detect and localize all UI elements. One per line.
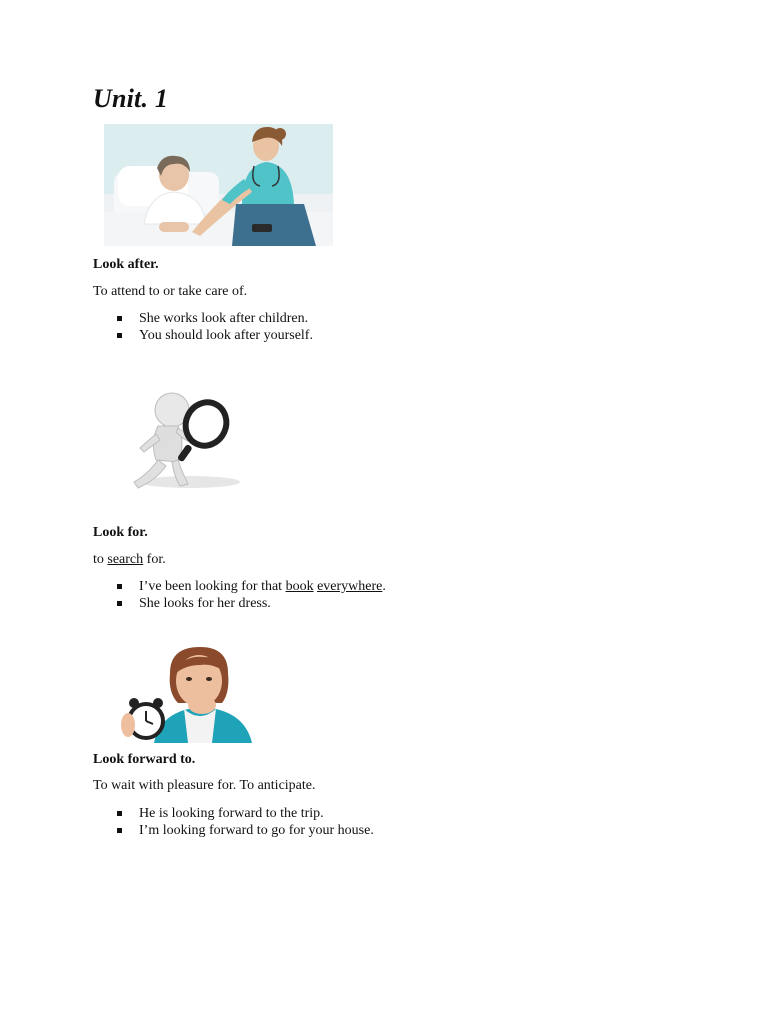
definition-look-after: To attend to or take care of. <box>93 284 248 299</box>
woman-clock-image <box>104 645 282 743</box>
magnifier-figure-image <box>120 382 245 517</box>
everywhere-link[interactable]: everywhere <box>317 579 383 594</box>
bullet-icon <box>117 828 122 833</box>
list-item: I’ve been looking for that book everywhere. <box>93 578 386 595</box>
examples-look-after <box>93 310 313 344</box>
examples-look-for <box>93 578 386 612</box>
bullet-icon <box>117 333 122 338</box>
nurse-patient-image <box>104 124 333 246</box>
unit-title: Unit. 1 <box>93 84 169 113</box>
bullet-icon <box>117 316 122 321</box>
list-item: You should look after yourself. <box>93 327 313 344</box>
term-look-forward-to: Look forward to. <box>93 752 196 767</box>
list-item: I’m looking forward to go for your house. <box>93 822 374 839</box>
bullet-icon <box>117 811 122 816</box>
examples-look-forward-to <box>93 805 374 839</box>
definition-look-for: to search for. <box>93 552 166 567</box>
bullet-icon <box>117 601 122 606</box>
list-item: He is looking forward to the trip. <box>93 805 374 822</box>
term-look-for: Look for. <box>93 525 148 540</box>
list-item: She looks for her dress. <box>93 595 386 612</box>
bullet-icon <box>117 584 122 589</box>
list-item: She works look after children. <box>93 310 313 327</box>
search-link[interactable]: search <box>107 552 144 567</box>
book-link[interactable]: book <box>285 579 314 594</box>
term-look-after: Look after. <box>93 257 159 272</box>
definition-look-forward-to: To wait with pleasure for. To anticipate. <box>93 778 316 793</box>
